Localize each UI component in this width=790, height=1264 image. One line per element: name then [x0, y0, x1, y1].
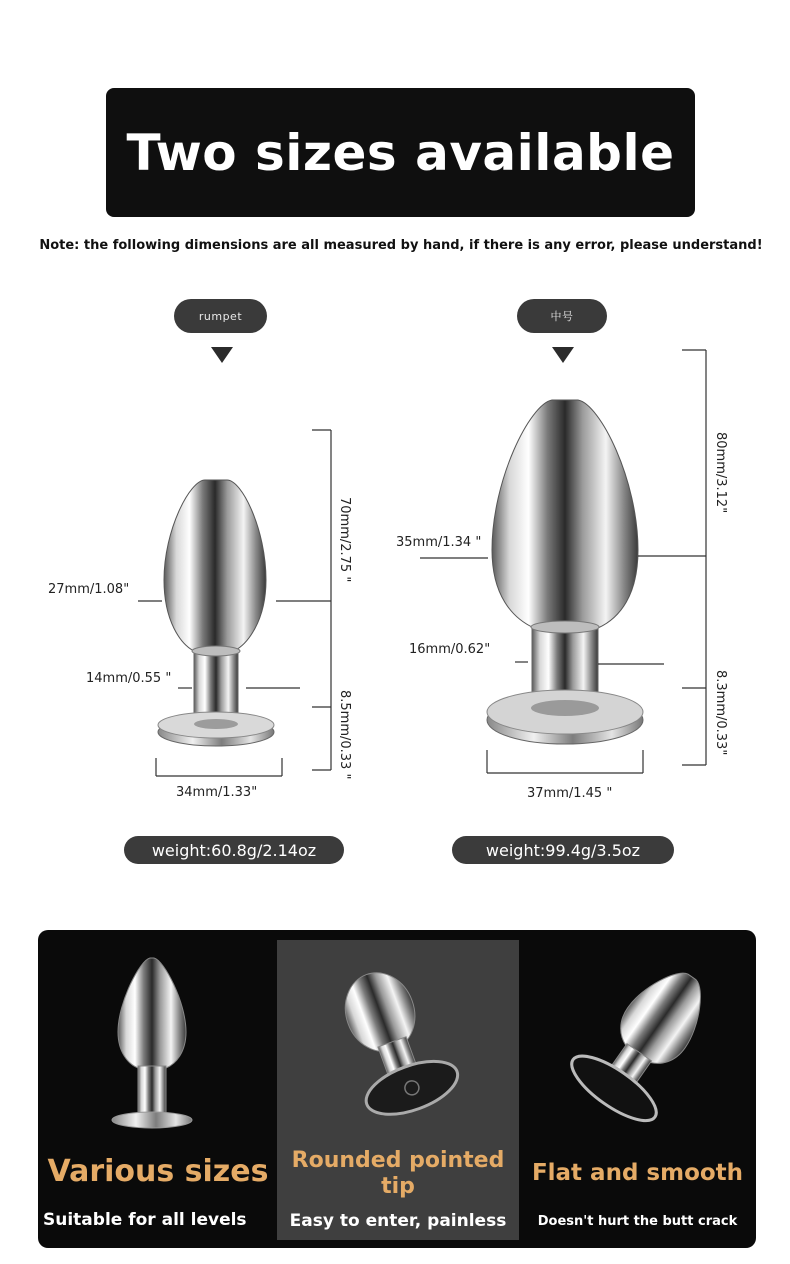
- medium-neck-width-label: 16mm/0.62": [409, 642, 491, 657]
- feature-3-title: Flat and smooth: [531, 1160, 744, 1186]
- small-base-width-label: 34mm/1.33": [176, 785, 258, 800]
- title-banner: [106, 88, 695, 217]
- small-weight-badge: [124, 836, 344, 864]
- feature-2-subtitle: Easy to enter, painless: [289, 1211, 507, 1231]
- feature-2-title: Rounded pointed tip: [291, 1148, 505, 1199]
- size-pill-small-label: rumpet: [198, 309, 243, 323]
- small-dimension-lines: [0, 420, 360, 800]
- medium-base-width-label: 37mm/1.45 ": [527, 786, 613, 801]
- feature-1-title: Various sizes: [47, 1154, 269, 1189]
- feature-tip-image: [333, 960, 473, 1120]
- medium-dimension-lines: [380, 340, 740, 800]
- medium-weight-badge: [452, 836, 674, 864]
- feature-3-subtitle: Doesn't hurt the butt crack: [537, 1214, 738, 1229]
- size-pill-small: [174, 299, 267, 333]
- size-pill-medium-label: 中号: [550, 310, 574, 323]
- size-pill-medium: [517, 299, 607, 333]
- feature-flat-image: [558, 960, 738, 1130]
- small-bulb-width-label: 27mm/1.08": [48, 582, 130, 597]
- page-title: Two sizes available: [126, 123, 675, 182]
- small-base-height-label: 8.5mm/0.33 ": [337, 690, 352, 780]
- medium-height-label: 80mm/3.12": [713, 432, 728, 514]
- small-height-label: 70mm/2.75 ": [337, 497, 352, 583]
- medium-base-height-label: 8.3mm/0.33": [713, 670, 728, 756]
- small-neck-width-label: 14mm/0.55 ": [86, 671, 172, 686]
- features-panel: [38, 930, 756, 1248]
- medium-bulb-width-label: 35mm/1.34 ": [396, 535, 482, 550]
- small-weight-label: weight:60.8g/2.14oz: [151, 840, 317, 860]
- feature-sizes-image: [110, 952, 200, 1132]
- measurement-note: Note: the following dimensions are all measured by hand, if there is any error, please understand!: [39, 238, 763, 253]
- medium-weight-label: weight:99.4g/3.5oz: [485, 840, 641, 860]
- arrow-down-icon: [211, 347, 233, 363]
- feature-1-subtitle: Suitable for all levels: [43, 1210, 247, 1230]
